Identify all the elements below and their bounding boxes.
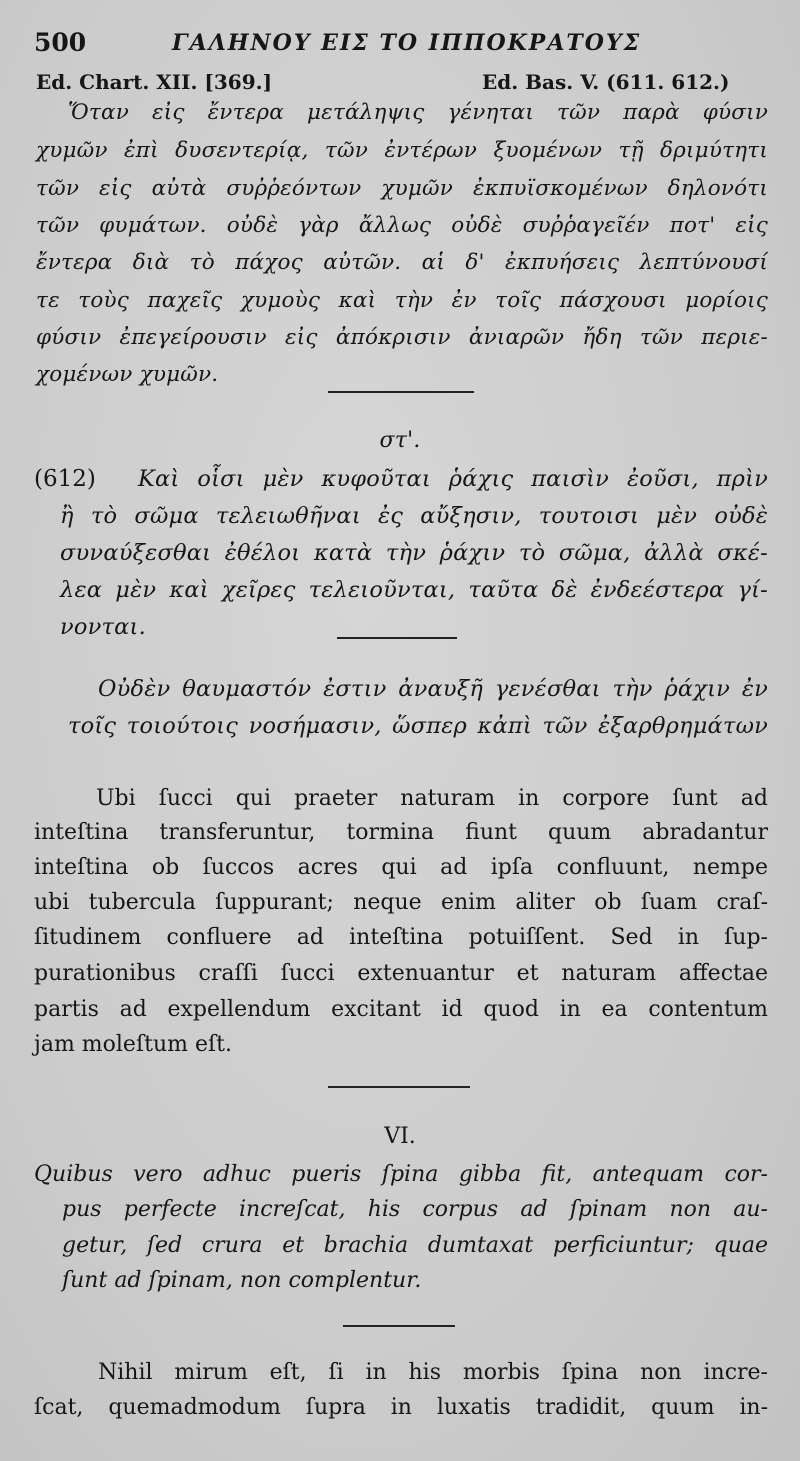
section-divider bbox=[343, 1325, 455, 1327]
text-line: purationibus craſſi ſucci extenuantur et naturam affectae bbox=[34, 961, 768, 986]
section-divider bbox=[337, 637, 457, 639]
text-line: φύσιν ἐπεγείρουσιν εἰς ἀπόκρισιν ἀνιαρῶν ἤδη τῶν περιε- bbox=[36, 325, 768, 350]
text-line: ſitudinem confluere ad inteſtina potuiſſent. Sed in ſup- bbox=[34, 925, 768, 950]
page-number: 500 bbox=[34, 28, 87, 57]
text-line: τῶν φυμάτων. οὐδὲ γὰρ ἄλλως οὐδὲ συῤῥαγεῖέν ποτ' εἰς bbox=[36, 213, 768, 238]
text-line: τῶν εἰς αὐτὰ συῤῥεόντων χυμῶν ἐκπυϊσκομένων δηλονότι bbox=[36, 176, 768, 201]
text-line: νονται. bbox=[60, 614, 146, 640]
text-line: Ubi ſucci qui praeter naturam in corpore ſunt ad bbox=[96, 786, 768, 811]
text-line: inteſtina transferuntur, tormina fiunt quum abradantur bbox=[34, 820, 768, 845]
text-line: ἔντερα διὰ τὸ πάχος αὐτῶν. αἱ δ' ἐκπυήσεις λεπτύνουσί bbox=[36, 250, 768, 275]
text-line: ubi tubercula ſuppurant; neque enim aliter ob ſuam craſ- bbox=[34, 890, 768, 915]
text-line: getur, ſed crura et brachia dumtaxat perficiuntur; quae bbox=[62, 1233, 768, 1258]
text-line: ſunt ad ſpinam, non complentur. bbox=[62, 1268, 422, 1293]
text-line: pus perfecte increſcat, his corpus ad ſpinam non au- bbox=[62, 1197, 768, 1222]
edition-basel-ref: Ed. Bas. V. (611. 612.) bbox=[482, 70, 730, 94]
section-number: στ'. bbox=[379, 428, 421, 453]
text-line: Quibus vero adhuc pueris ſpina gibba fit, antequam cor- bbox=[34, 1162, 768, 1187]
text-line: ſcat, quemadmodum ſupra in luxatis tradidit, quum in- bbox=[34, 1395, 768, 1420]
text-line: jam moleſtum eſt. bbox=[34, 1032, 232, 1057]
text-line: λεα μὲν καὶ χεῖρες τελειοῦνται, ταῦτα δὲ ἐνδεέστερα γί- bbox=[60, 577, 768, 603]
text-line: Ὅταν εἰς ἔντερα μετάληψις γένηται τῶν παρὰ φύσιν bbox=[68, 100, 768, 125]
text-line: partis ad expellendum excitant id quod in ea contentum bbox=[34, 997, 768, 1022]
text-line: τε τοὺς παχεῖς χυμοὺς καὶ τὴν ἐν τοῖς πάσχουσι μορίοις bbox=[36, 288, 768, 313]
section-number: VI. bbox=[384, 1124, 416, 1149]
text-line: Καὶ οἷσι μὲν κυφοῦται ῥάχις παισὶν ἐοῦσι, πρὶν bbox=[138, 466, 768, 492]
text-line: τοῖς τοιούτοις νοσήμασιν, ὥσπερ κἀπὶ τῶν ἐξαρθρημάτων bbox=[68, 713, 768, 739]
text-line: Οὐδὲν θαυμαστόν ἐστιν ἀναυξῆ γενέσθαι τὴν ῥάχιν ἐν bbox=[98, 676, 768, 702]
text-line: ἢ τὸ σῶμα τελειωθῆναι ἐς αὔξησιν, τουτοισι μὲν οὐδὲ bbox=[60, 503, 768, 529]
text-line: Nihil mirum eſt, ſi in his morbis ſpina non incre- bbox=[98, 1360, 768, 1385]
section-divider bbox=[328, 1086, 470, 1088]
section-divider bbox=[328, 391, 474, 393]
text-line: χομένων χυμῶν. bbox=[36, 362, 219, 387]
text-line: χυμῶν ἐπὶ δυσεντερίᾳ, τῶν ἐντέρων ξυομένων τῇ δριμύτητι bbox=[36, 138, 768, 163]
running-title: ΓΑΛΗΝΟΥ ΕΙΣ ΤΟ ΙΠΠΟΚΡΑΤΟΥΣ bbox=[172, 30, 642, 56]
text-line: inteſtina ob ſuccos acres qui ad ipſa confluunt, nempe bbox=[34, 855, 768, 880]
aphorism-ref: (612) bbox=[34, 466, 96, 492]
edition-chart-ref: Ed. Chart. XII. [369.] bbox=[36, 70, 273, 94]
text-line: συναύξεσθαι ἐθέλοι κατὰ τὴν ῥάχιν τὸ σῶμα, ἀλλὰ σκέ- bbox=[60, 540, 768, 566]
